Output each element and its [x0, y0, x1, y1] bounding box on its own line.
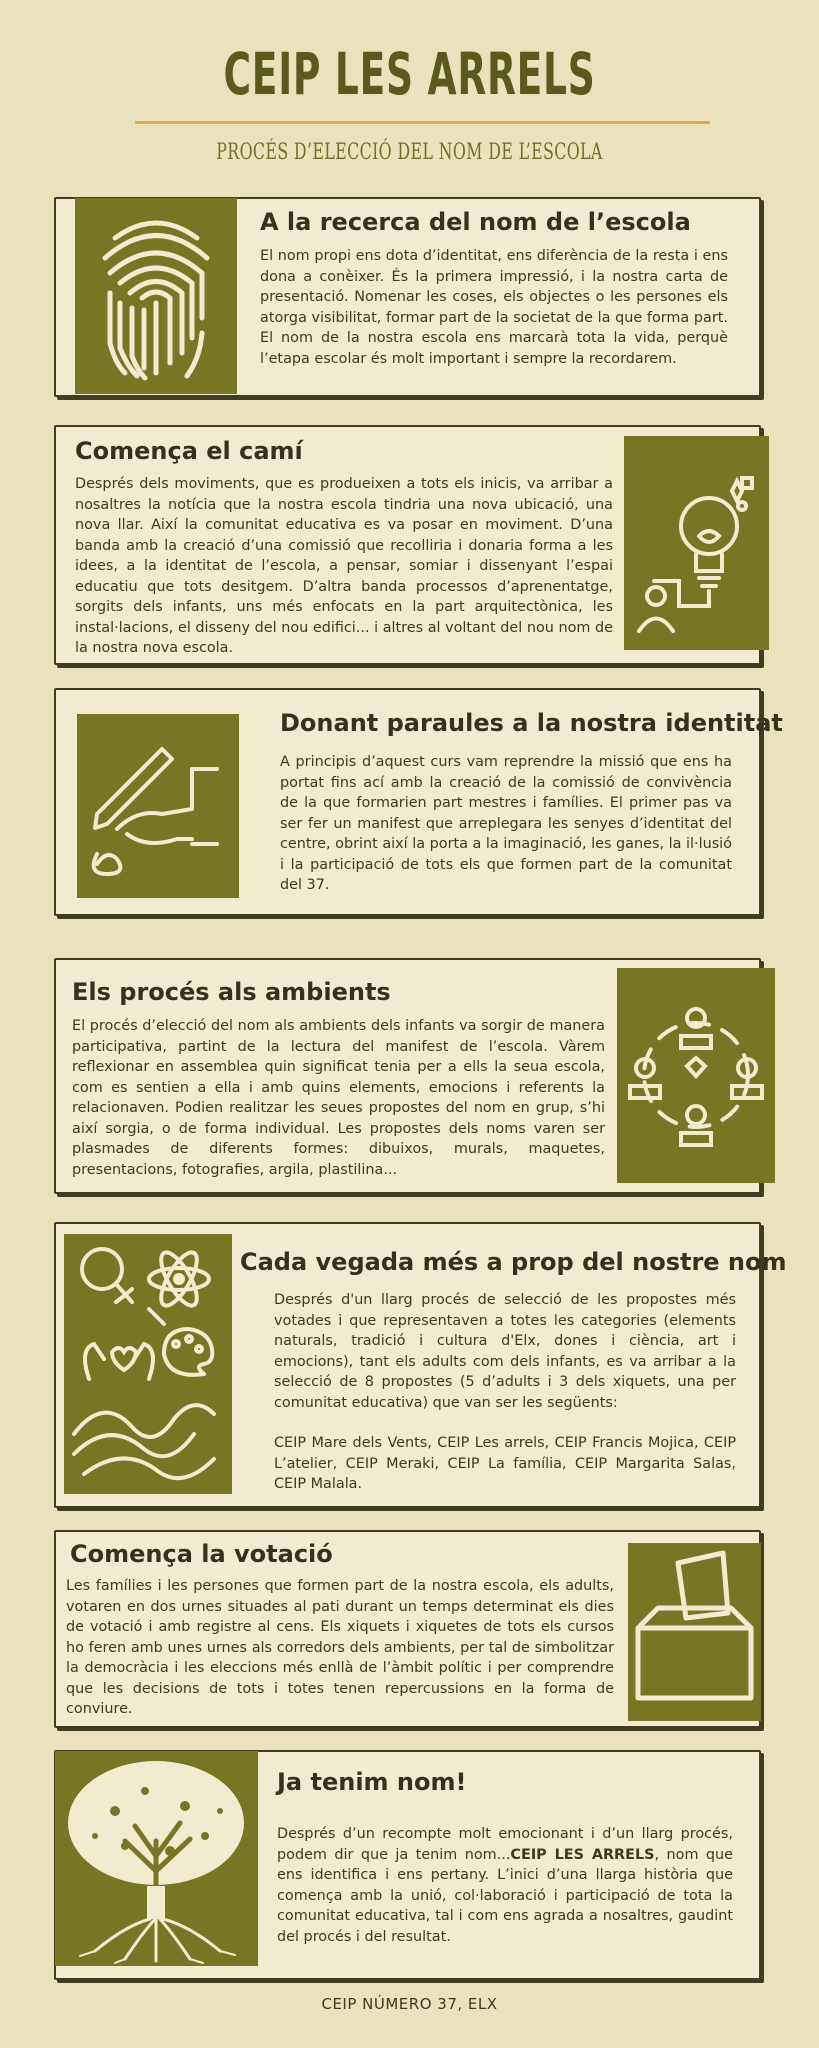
section-2-heading: Comença el camí	[75, 437, 303, 465]
section-3-text: A principis d’aquest curs vam reprendre la missió que ens ha portat fins ací amb la creació de la comissió de convivència de la que formarien part mestres i famílies. El primer pas va ser fer un manifest que arreplegara les senyes d’identitat del centre, obrint així la porta a la imaginació, les ganes, la il·lusió i la participació de tots els que formen part de la comunitat del 37.	[280, 754, 732, 893]
section-6-heading: Comença la votació	[70, 1540, 333, 1568]
idea-bulb-icon	[624, 436, 769, 650]
fingerprint-icon	[75, 198, 237, 394]
section-5-text: Després d'un llarg procés de selecció de les propostes més votades i que representaven a totes les categories (elements naturals, tradició i cultura d'Elx, dones i ciència, art i emocions), tant els adults com dels infants, es va arribar a la selecció de 8 propostes (5 d’adults i 3 dels xiquets, una per comunitat educativa) que van ser les següents:	[274, 1292, 736, 1411]
page-subtitle: PROCÉS D’ELECCIÓ DEL NOM DE L’ESCOLA	[216, 140, 603, 165]
section-4-heading: Els procés als ambients	[72, 978, 391, 1006]
section-7-text	[277, 1824, 733, 1947]
section-1-heading: A la recerca del nom de l’escola	[260, 208, 691, 236]
section-7-heading: Ja tenim nom!	[277, 1768, 467, 1796]
section-1-text: El nom propi ens dota d’identitat, ens diferència de la resta i ens dona a conèixer. És la primera impressió, i la nostra carta de presentació. Nomenar les coses, els objectes o les persones els atorga visibilitat, formar part de la societat de la que forma part. El nom de la nostra escola ens marcarà tota la vida, perquè l’etapa escolar és molt important i sempre la recordarem.	[260, 248, 728, 367]
section-3-heading: Donant paraules a la nostra identitat	[280, 709, 783, 737]
tree-roots-icon	[55, 1751, 258, 1966]
hand-writing-icon	[77, 714, 239, 898]
section-7-text-before: Després d’un recompte molt emocionant i d’un llarg procés, podem dir que ja tenim nom...	[277, 1826, 733, 1863]
school-name-highlight: CEIP LES ARRELS	[510, 1846, 655, 1863]
section-6-text: Les famílies i les persones que formen part de la nostra escola, els adults, votaren en dos urnes situades al pati durant un temps determinat els dies de votació i amb registre al cens. Els xiquets i xiquetes de tots els cursos ho feren amb unes urnes als corredors dels ambients, per tal de simbolitzar la democràcia i les eleccions més enllà de l’àmbit polític i per comprendre que les decisions de tots i totes tenen repercussions en la forma de conviure.	[66, 1578, 614, 1717]
categories-collage-icon	[64, 1234, 232, 1494]
section-4-text: El procés d’elecció del nom als ambients dels infants va sorgir de manera participativa, partint de la lectura del manifest de l’escola. Vàrem reflexionar en assemblea quin significat tenia per a ells la seua escola, com es sentien a ella i amb quins elements, emocions i referents la relacionaven. Podien realitzar les seues propostes del nom en grup, s’hi així sorgia, o de forma individual. Les propostes dels noms varen ser plasmades de diferents formes: dibuixos, murals, maquetes, presentacions, fotografies, argila, plastilina...	[72, 1018, 605, 1178]
footer-text: CEIP NÚMERO 37, ELX	[321, 1995, 498, 2013]
section-5-heading: Cada vegada més a prop del nostre nom	[240, 1248, 787, 1276]
section-5-proposals: CEIP Mare dels Vents, CEIP Les arrels, CEIP Francis Mojica, CEIP L’atelier, CEIP Meraki, CEIP La família, CEIP Margarita Salas, CEIP Malala.	[274, 1435, 736, 1492]
section-7-text-after: , nom que ens identifica i ens pertany. L’inici d’una llarga història que comença amb la unió, col·laboració i participació de tota la comunitat educativa, tal i com ens agrada a nosaltres, gaudint del procés i del resultat.	[277, 1846, 734, 1945]
section-2-text: Després dels moviments, que es produeixen a tots els inicis, va arribar a nosaltres la notícia que la nostra escola tindria una nova ubicació, una nova llar. Així la comunitat educativa es va posar en moviment. D’una banda amb la creació d’una comissió que recolliria i donaria forma a les idees, a la identitat de l’escola, a pensar, somiar i dissenyant l’espai educatiu que tots desitgem. D’altra banda processos d’aprenentatge, sorgits dels infants, uns més enfocats en la part arquitectònica, les instal·lacions, el disseny del nou edifici... i altres al voltant del nou nom de la nostra nova escola.	[75, 476, 613, 656]
group-circle-icon	[617, 968, 775, 1183]
title-underline	[135, 121, 710, 124]
ballot-box-icon	[628, 1543, 761, 1721]
page-title: CEIP LES ARRELS	[223, 40, 596, 108]
